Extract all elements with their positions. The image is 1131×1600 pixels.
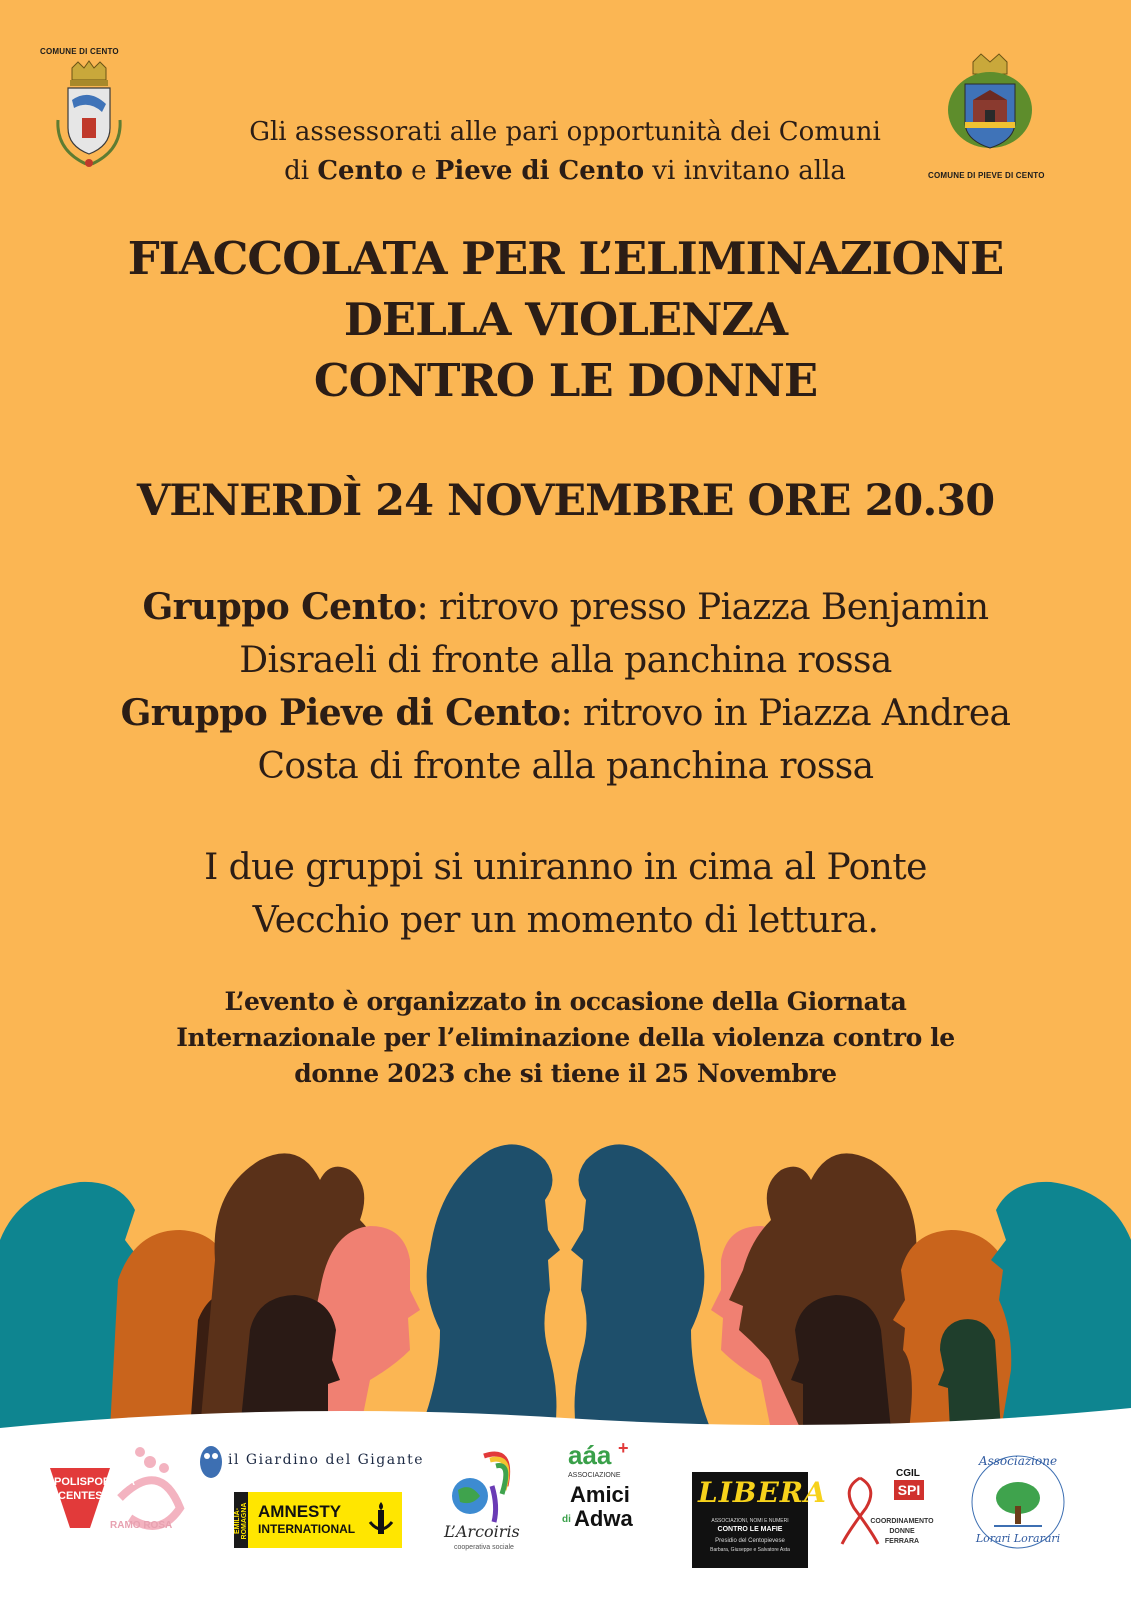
adwa-line2: Adwa	[574, 1506, 633, 1531]
logo-arcoiris	[444, 1446, 534, 1556]
assoc-bottom: Lorari Lorarari	[975, 1532, 1061, 1545]
intro-line1: Gli assessorati alle pari opportunità dei Comuni	[249, 117, 881, 147]
group2-line1: Gruppo Pieve di Cento: ritrovo in Piazza Andrea	[120, 692, 1011, 734]
ribbon-icon	[838, 1474, 882, 1546]
polisportiva-ribbon: RAMO ROSA	[110, 1520, 173, 1531]
note-line1: L’evento è organizzato in occasione della Giornata	[224, 987, 907, 1016]
intro-line2: di Cento e Pieve di Cento vi invitano alla	[284, 156, 846, 186]
silhouette-teal-right	[991, 1182, 1131, 1430]
intro-text	[180, 113, 950, 191]
logo-amici-adwa	[562, 1440, 638, 1550]
logo-cgil-spi	[838, 1466, 938, 1562]
event-title	[60, 228, 1071, 411]
title-line3: CONTRO LE DONNE	[313, 354, 818, 407]
logo-amnesty	[234, 1492, 402, 1548]
cento-crest-icon	[48, 60, 130, 178]
libera-sub4: Barbara, Giuseppe e Salvatore Asta	[710, 1547, 790, 1553]
cgil-line2: DONNE	[889, 1528, 915, 1535]
logo-associazione-lorari	[964, 1448, 1072, 1556]
intro-cento: Cento	[317, 156, 403, 186]
women-silhouettes-illustration	[0, 1130, 1131, 1440]
silhouette-navy-left	[420, 1144, 560, 1430]
group1-label: Gruppo Cento	[142, 586, 417, 628]
libera-sub1: ASSOCIAZIONI, NOMI E NUMERI	[711, 1518, 789, 1524]
libera-sub3: Presidio del Centopievese	[715, 1538, 785, 1544]
amnesty-line1: AMNESTY	[258, 1502, 342, 1521]
silhouette-navy-right	[571, 1144, 711, 1430]
cgil-label: CGIL	[896, 1468, 920, 1479]
note-line2: Internazionale per l’eliminazione della violenza contro le	[176, 1023, 955, 1052]
group1-line1: Gruppo Cento: ritrovo presso Piazza Benjamin	[142, 586, 989, 628]
title-line1: FIACCOLATA PER L’ELIMINAZIONE	[127, 232, 1004, 285]
candle-icon	[368, 1502, 394, 1538]
unite-text	[60, 841, 1071, 947]
logo-giardino	[198, 1440, 428, 1480]
comune-cento-label: COMUNE DI CENTO	[40, 47, 119, 56]
title-line2: DELLA VIOLENZA	[343, 293, 788, 346]
event-date: VENERDÌ 24 NOVEMBRE ORE 20.30	[136, 476, 995, 526]
adwa-line1: Amici	[570, 1482, 630, 1507]
polisportiva-line2: CENTESE	[58, 1490, 110, 1502]
meeting-points	[60, 581, 1071, 793]
cgil-line1: COORDINAMENTO	[870, 1518, 934, 1525]
libera-sub2: CONTRO LE MAFIE	[717, 1526, 783, 1533]
libera-name: LIBERA	[698, 1476, 827, 1509]
logo-polisportiva	[40, 1438, 190, 1548]
event-note	[110, 984, 1021, 1092]
group2-line2: Costa di fronte alla panchina rossa	[257, 746, 874, 787]
pieve-crest-icon	[943, 52, 1037, 158]
adwa-mark: aáa	[568, 1440, 612, 1470]
polisportiva-line1: POLISPORTIVA	[54, 1476, 136, 1488]
spi-label: SPI	[894, 1480, 924, 1500]
logo-libera	[692, 1472, 827, 1568]
amnesty-line2: INTERNATIONAL	[258, 1522, 356, 1536]
arcoiris-globe-icon	[444, 1446, 534, 1526]
adwa-pre: di	[562, 1514, 571, 1525]
cgil-line3: FERRARA	[884, 1538, 920, 1545]
group2-label: Gruppo Pieve di Cento	[120, 692, 561, 734]
comune-pieve-label: COMUNE DI PIEVE DI CENTO	[928, 171, 1045, 180]
unite-line2: Vecchio per un momento di lettura.	[252, 900, 879, 941]
adwa-cross-icon: +	[618, 1438, 629, 1458]
intro-pieve: Pieve di Cento	[434, 156, 645, 186]
group1-line2: Disraeli di fronte alla panchina rossa	[239, 640, 892, 681]
note-line3: donne 2023 che si tiene il 25 Novembre	[294, 1059, 837, 1088]
unite-line1: I due gruppi si uniranno in cima al Ponte	[204, 847, 927, 888]
arcoiris-sub: cooperativa sociale	[454, 1544, 514, 1551]
assoc-top: Associazione	[978, 1454, 1058, 1468]
giardino-name: il Giardino del Gigante	[228, 1452, 425, 1468]
adwa-assoc: ASSOCIAZIONE	[568, 1472, 621, 1479]
arcoiris-name: L’Arcoiris	[444, 1522, 520, 1541]
amnesty-region: EMILIA-ROMAGNA	[234, 1502, 248, 1540]
owl-icon	[198, 1440, 224, 1480]
